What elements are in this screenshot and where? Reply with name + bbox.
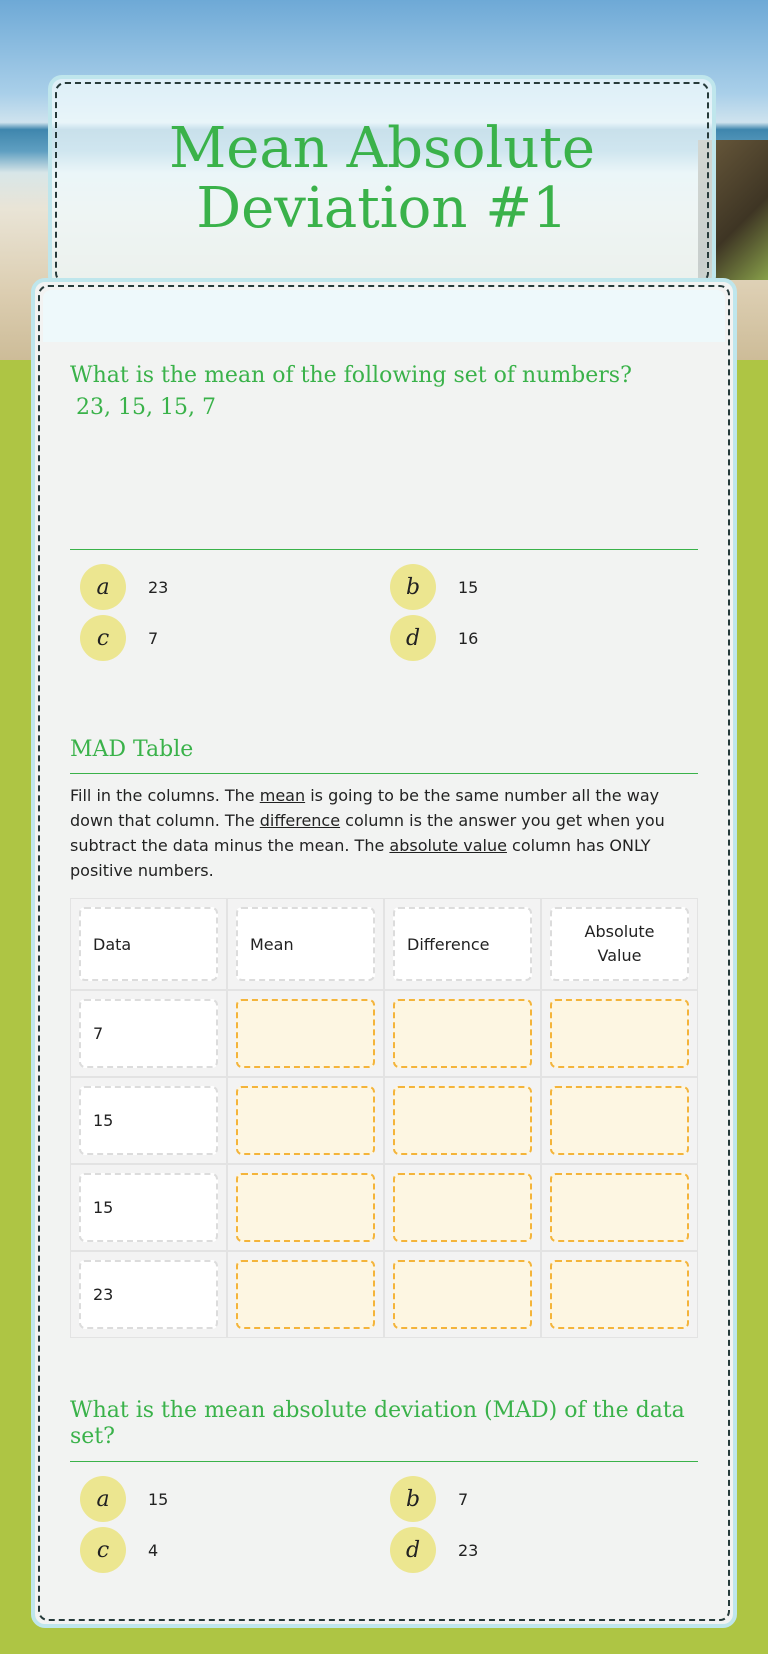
difference-answer-cell [384, 1251, 541, 1338]
mean-answer-input[interactable] [236, 999, 375, 1068]
difference-answer-input[interactable] [393, 1173, 532, 1242]
mad-table-heading: MAD Table [70, 737, 194, 762]
mean-answer-cell [227, 1251, 384, 1338]
choice-text: 7 [148, 628, 159, 648]
difference-answer-input[interactable] [393, 999, 532, 1068]
mad-table-instructions: Fill in the columns. The mean is going to be the same number all the way down that column. The difference column is the answer you get when you subtract the data minus the mean. The absolute value column has ONLY positive numbers. [70, 786, 665, 880]
question-2-prompt: What is the mean absolute deviation (MAD) of the data set? [70, 1398, 685, 1449]
absolute-value-answer-input[interactable] [550, 1173, 689, 1242]
term-absolute-value: absolute value [389, 836, 507, 855]
q2-choice-a[interactable] [80, 1476, 168, 1522]
choice-letter-badge: a [80, 1476, 126, 1522]
choice-letter-badge: a [80, 564, 126, 610]
choice-letter-badge: d [390, 1527, 436, 1573]
mean-answer-input[interactable] [236, 1260, 375, 1329]
absolute-value-answer-cell [541, 990, 698, 1077]
difference-answer-cell [384, 1077, 541, 1164]
choice-letter-badge: c [80, 615, 126, 661]
header-cell-absolute-value: Absolute Value [541, 898, 698, 990]
data-cell: 15 [70, 1164, 227, 1251]
mean-answer-cell [227, 1164, 384, 1251]
absolute-value-answer-input[interactable] [550, 999, 689, 1068]
data-cell: 15 [70, 1077, 227, 1164]
absolute-value-answer-input[interactable] [550, 1086, 689, 1155]
difference-answer-input[interactable] [393, 1260, 532, 1329]
q2-choice-c[interactable] [80, 1527, 158, 1573]
choice-letter-badge: b [390, 1476, 436, 1522]
choice-text: 23 [458, 1540, 479, 1560]
difference-answer-cell [384, 1164, 541, 1251]
mean-answer-input[interactable] [236, 1086, 375, 1155]
term-difference: difference [259, 811, 341, 830]
absolute-value-answer-input[interactable] [550, 1260, 689, 1329]
choice-text: 16 [458, 628, 479, 648]
absolute-value-answer-cell [541, 1077, 698, 1164]
question-1-numbers: 23, 15, 15, 7 [76, 395, 216, 420]
absolute-value-answer-cell [541, 1251, 698, 1338]
choice-text: 23 [148, 577, 169, 597]
question-1 [70, 362, 698, 422]
q1-choice-b[interactable] [390, 564, 478, 610]
q1-choice-a[interactable] [80, 564, 168, 610]
choice-letter-badge: b [390, 564, 436, 610]
choice-text: 4 [148, 1540, 159, 1560]
mad-table-section [70, 736, 698, 764]
question-2-divider [70, 1461, 698, 1462]
header-cell-data: Data [70, 898, 227, 990]
q2-choice-d[interactable] [390, 1527, 478, 1573]
mad-table [70, 898, 698, 1340]
header-cell-difference: Difference [384, 898, 541, 990]
title-card [48, 75, 716, 290]
data-cell: 23 [70, 1251, 227, 1338]
mean-answer-input[interactable] [236, 1173, 375, 1242]
choice-letter-badge: c [80, 1527, 126, 1573]
question-1-prompt: What is the mean of the following set of numbers? [70, 363, 632, 388]
q1-choice-c[interactable] [80, 615, 158, 661]
page-title: Mean Absolute Deviation #1 [168, 116, 596, 241]
choice-letter-badge: d [390, 615, 436, 661]
choice-text: 7 [458, 1489, 469, 1509]
choice-text: 15 [458, 577, 479, 597]
q2-choice-b[interactable] [390, 1476, 468, 1522]
mad-table-divider [70, 773, 698, 774]
header-cell-mean: Mean [227, 898, 384, 990]
term-mean: mean [259, 786, 306, 805]
data-cell: 7 [70, 990, 227, 1077]
question-2 [70, 1398, 698, 1450]
q1-choice-d[interactable] [390, 615, 478, 661]
question-1-divider [70, 549, 698, 550]
difference-answer-input[interactable] [393, 1086, 532, 1155]
mean-answer-cell [227, 1077, 384, 1164]
mean-answer-cell [227, 990, 384, 1077]
difference-answer-cell [384, 990, 541, 1077]
absolute-value-answer-cell [541, 1164, 698, 1251]
choice-text: 15 [148, 1489, 169, 1509]
